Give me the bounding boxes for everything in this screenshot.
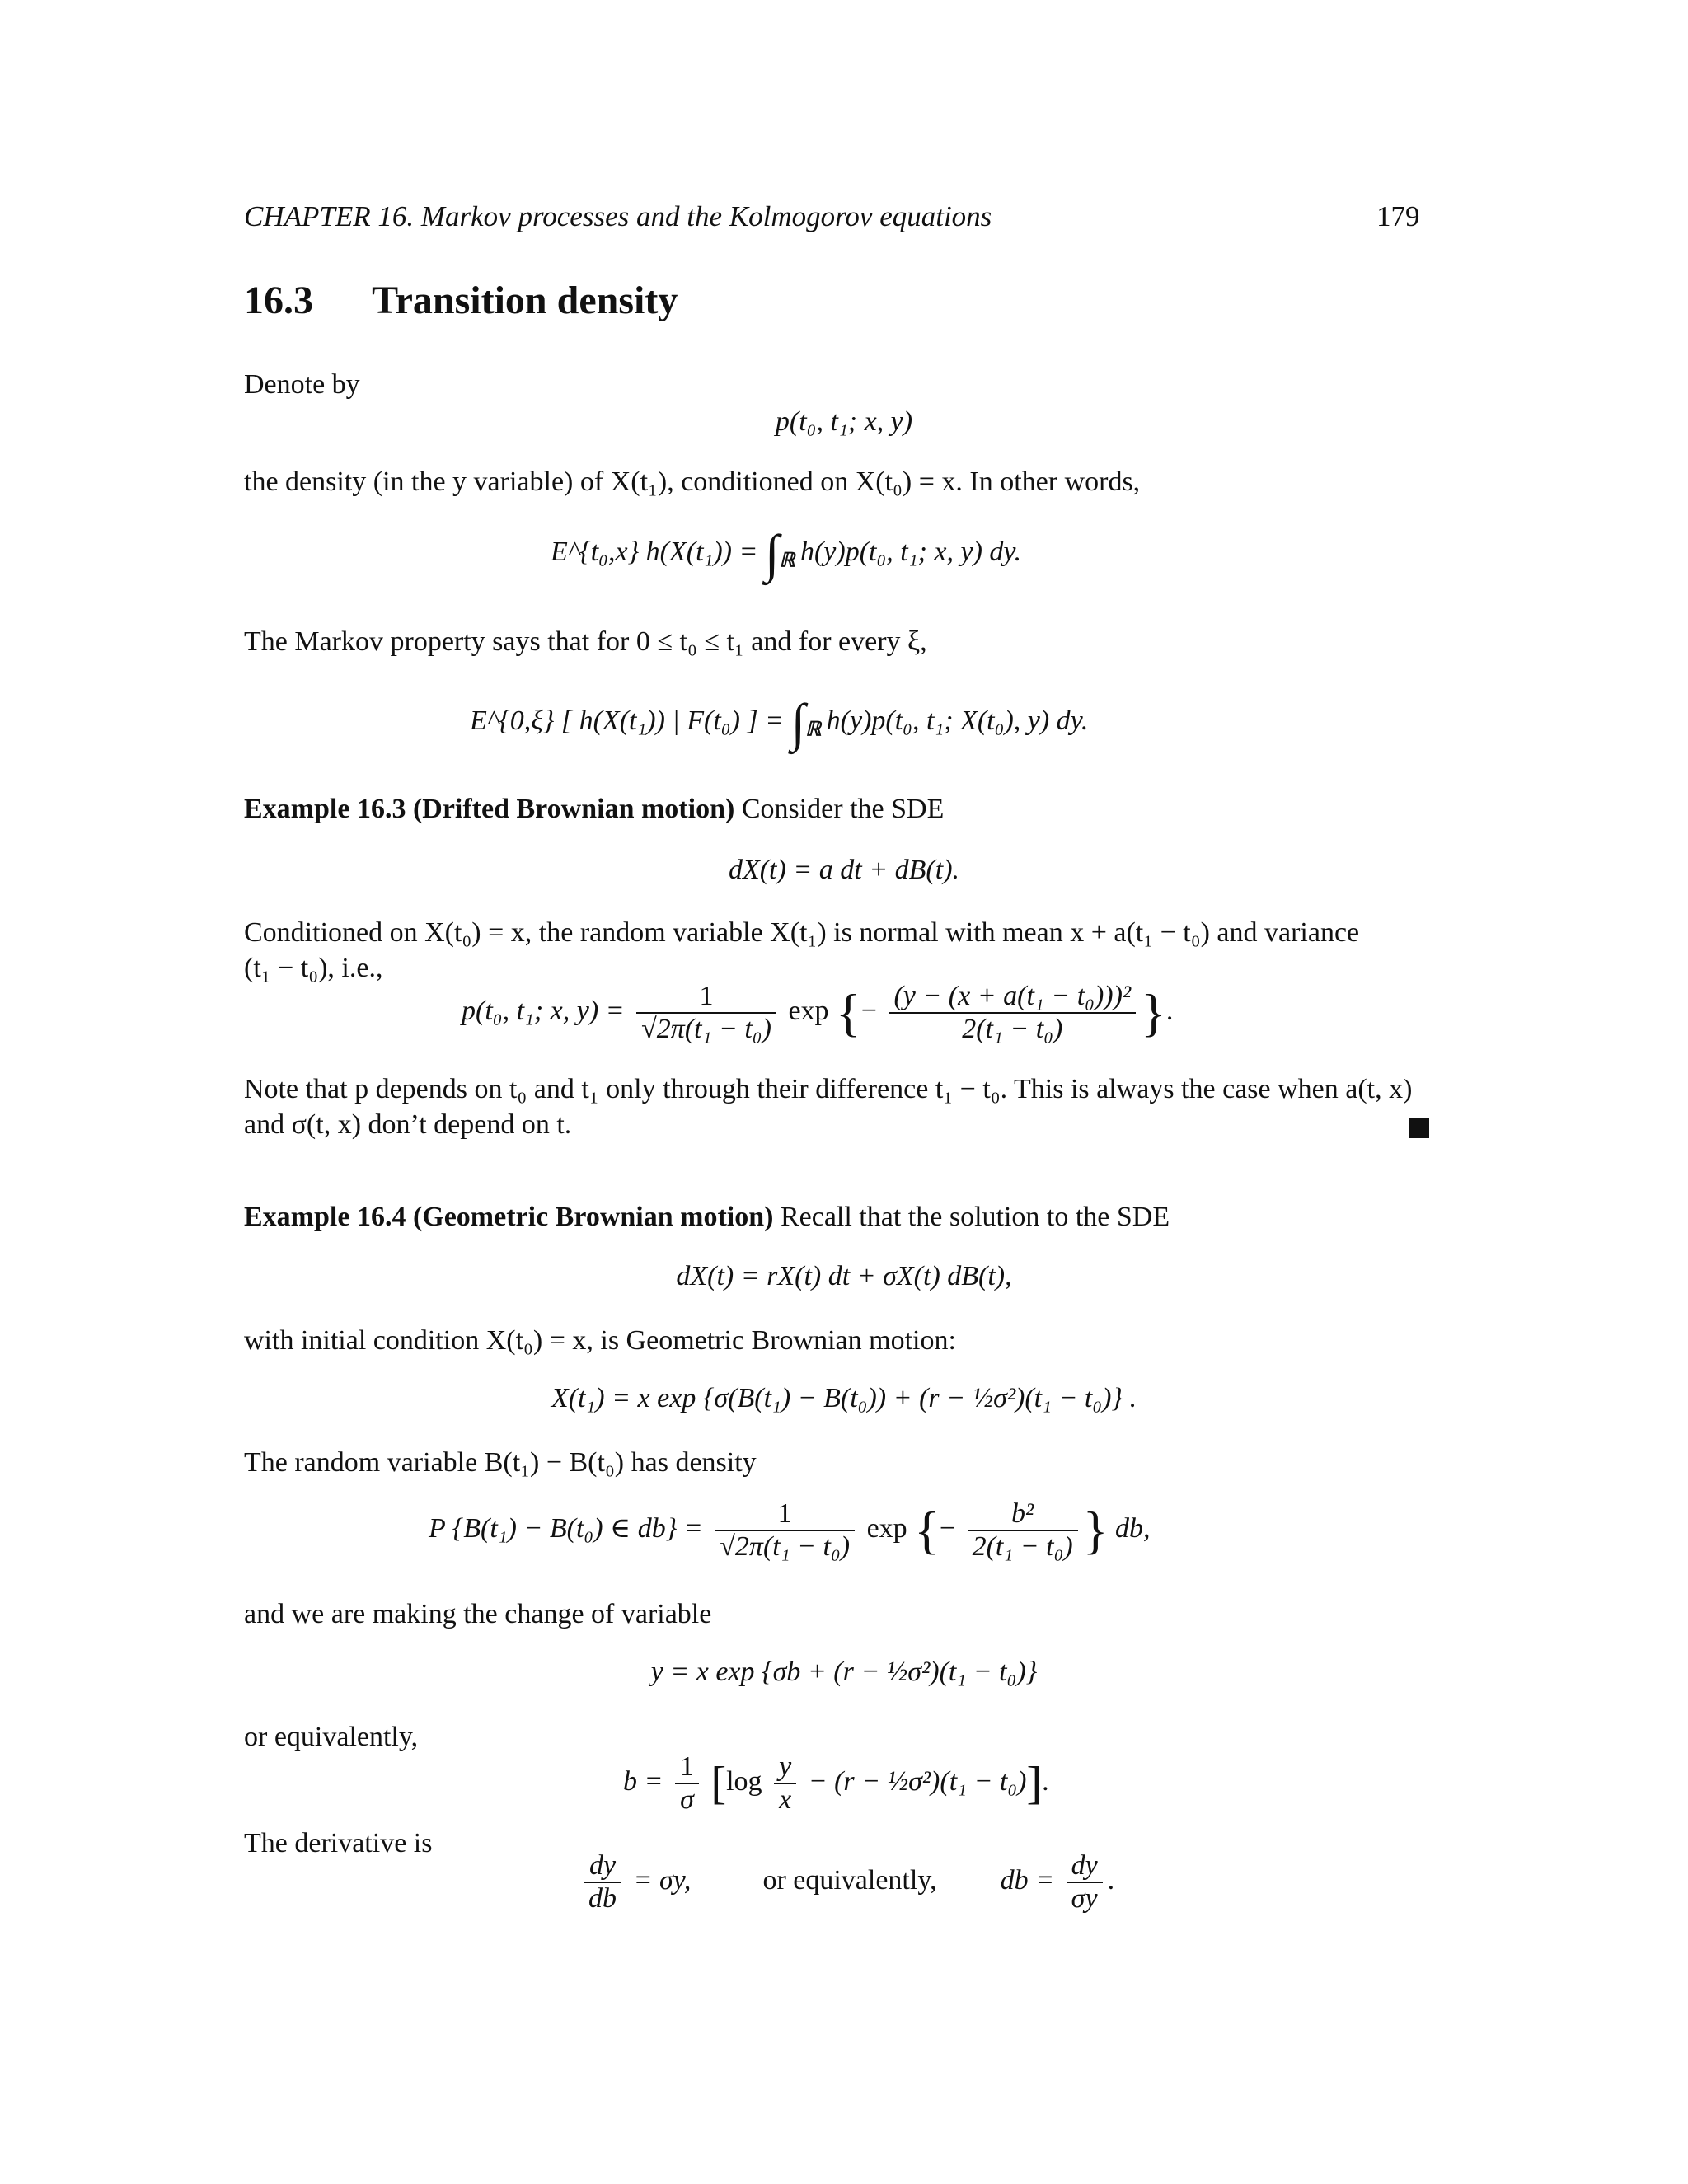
fraction-denominator: √2π(t₁ − t₀) [641,1014,771,1044]
equation-change-of-variable: y = x exp {σb + (r − ½σ²)(t₁ − t₀)} [650,1657,1038,1687]
paragraph-change-of-variable: and we are making the change of variable [244,1599,712,1629]
fraction-y-over-x [774,1751,796,1816]
eq8-tail: db, [1114,1512,1151,1544]
integral-sign: ∫ [764,524,780,583]
integral-sign: ∫ [790,693,806,752]
paragraph-markov-property: The Markov property says that for 0 ≤ t₀ ≤ t₁ and for every ξ, [244,626,927,657]
right-brace: } [1082,1501,1109,1559]
fraction-denominator: 2(t₁ − t₀) [962,1014,1063,1044]
fraction-exponent [968,1498,1078,1563]
equation-expectation [551,524,1022,583]
fraction-numerator: 1 [715,1498,855,1531]
fraction-dy-sigma-y [1067,1850,1103,1915]
section-title: Transition density [372,279,678,322]
eq3-lhs: E^{0,ξ} [ h(X(t₁)) | F(t₀) ] = [470,705,785,736]
example-16-4 [244,1199,1170,1235]
equation-drifted-sde: dX(t) = a dt + dB(t). [728,855,960,885]
paragraph-density-def: the density (in the y variable) of X(t₁), conditioned on X(t₀) = x. In other words, [244,466,1141,497]
exp-label: exp [866,1512,907,1544]
page-number: 179 [1376,200,1420,232]
left-brace: { [836,983,861,1042]
fraction-exponent [889,981,1136,1045]
equation-increment-density: P {B(t₁) − B(t₀) ∈ db} = $\frac{1}{\text{√2π(t₁ − t₀)}}$ exp {− $\frac{\text{b²}}{\text{2(t₁ − t₀)}}$ } db, [429,1498,1151,1562]
exp-label: exp [788,995,829,1026]
eq11-mid2: or equivalently, [762,1864,937,1896]
eq10-rest: − (r − ½σ²)(t₁ − t₀) [808,1765,1027,1797]
fraction-numerator: dy [584,1850,621,1883]
equation-drifted-density: p(t₀, t₁; x, y) = $\frac{1}{\text{√2π(t₁ − t₀)}}$ exp {− $\frac{\text{(y − (x + a(t₁ − t₀)))²}}{\text{2(t₁ − t₀)}}$ }. [462,981,1174,1044]
left-bracket: [ [710,1758,727,1809]
eq3-rhs: h(y)p(t₀, t₁; X(t₀), y) dy. [826,705,1089,736]
fraction-denominator: σ [680,1784,694,1815]
fraction-denominator: √2π(t₁ − t₀) [720,1531,851,1562]
fraction-numerator: 1 [675,1751,699,1784]
right-bracket: ] [1026,1758,1043,1809]
equation-markov [470,693,1089,752]
example-16-3-text: Consider the SDE [741,794,945,824]
paragraph-initial-condition: with initial condition X(t₀) = x, is Geometric Brownian motion: [244,1325,956,1356]
right-brace: } [1141,983,1166,1042]
fraction-dy-db [584,1850,621,1915]
equation-gbm-sde: dX(t) = rX(t) dt + σX(t) dB(t), [676,1261,1012,1291]
paragraph-conditioned-line1: Conditioned on X(t₀) = x, the random variable X(t₁) is normal with mean x + a(t₁ − t₀) and variance [244,917,1360,948]
fraction-denominator: σy [1071,1883,1098,1914]
end-of-example-mark [1409,1118,1429,1138]
integral-domain: ℝ [779,550,794,572]
example-16-3-label: Example 16.3 (Drifted Brownian motion) [244,794,735,824]
log-label: log [726,1765,762,1797]
equation-gbm-solution: X(t₁) = x exp {σ(B(t₁) − B(t₀)) + (r − ½σ²)(t₁ − t₀)} . [551,1383,1137,1413]
example-16-4-text: Recall that the solution to the SDE [780,1202,1170,1232]
running-header: CHAPTER 16. Markov processes and the Kolmogorov equations [244,200,992,232]
left-brace: { [914,1501,940,1559]
fraction-numerator: 1 [636,981,776,1014]
paragraph-conditioned-line2: (t₁ − t₀), i.e., [244,953,383,983]
fraction-numerator: y [774,1751,796,1784]
equation-derivative: $\frac{dy}{db}$ = σy, or equivalently, db = $\frac{dy}{\sigma y}$ . [579,1850,1114,1915]
paragraph-random-variable: The random variable B(t₁) − B(t₀) has density [244,1447,757,1478]
section-number: 16.3 [244,279,313,322]
example-16-4-label: Example 16.4 (Geometric Brownian motion) [244,1202,774,1232]
paragraph-note-line2: and σ(t, x) don’t depend on t. [244,1109,572,1140]
eq2-lhs: E^{t₀,x} h(X(t₁)) = [551,536,758,567]
paragraph-denote: Denote by [244,369,360,400]
fraction-numerator: b² [968,1498,1078,1531]
eq8-lhs: P {B(t₁) − B(t₀) ∈ db} = [429,1512,703,1544]
fraction-normalizer [715,1498,855,1563]
fraction-denominator: db [588,1883,617,1914]
paragraph-note-line1: Note that p depends on t₀ and t₁ only through their difference t₁ − t₀. This is always the case when a(t, x) [244,1074,1413,1104]
section-heading [244,278,678,323]
eq11-mid1: = σy, [633,1864,692,1896]
fraction-numerator: (y − (x + a(t₁ − t₀)))² [889,981,1136,1014]
fraction-normalizer [636,981,776,1045]
example-16-3 [244,791,944,827]
eq5-lhs: p(t₀, t₁; x, y) = [462,995,625,1026]
fraction-denominator: x [779,1784,792,1815]
eq11-lhs2: db = [1000,1864,1055,1896]
fraction-denominator: 2(t₁ − t₀) [972,1531,1073,1562]
eq10-lhs: b = [623,1765,663,1797]
eq2-rhs: h(y)p(t₀, t₁; x, y) dy. [799,536,1022,567]
equation-density-notation: p(t₀, t₁; x, y) [775,406,913,437]
paragraph-or-equivalently: or equivalently, [244,1722,419,1752]
paragraph-derivative: The derivative is [244,1828,433,1858]
integral-domain: ℝ [805,719,820,741]
fraction-numerator: dy [1067,1850,1103,1883]
equation-b-solution: b = $\frac{1}{\sigma}$ [log $\frac{y}{x}$ − (r − ½σ²)(t₁ − t₀)]. [623,1751,1049,1815]
fraction-one-over-sigma [675,1751,699,1816]
